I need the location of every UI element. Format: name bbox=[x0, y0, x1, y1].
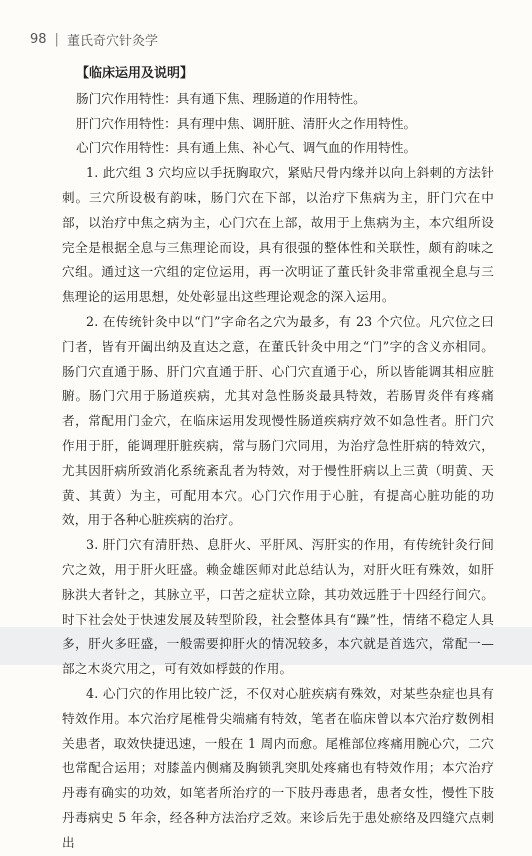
paragraph-2: 2. 在传统针灸中以“门”字命名之穴为最多，有 23 个穴位。凡穴位之曰门者，皆有开阖出纳及直达之意，在董氏针灸中用之“门”字的含义亦相同。肠门穴直通于肠、肝门穴直通于肝、心门穴直通于心，所以皆能调其相应脏腑。肠门穴用于肠道疾病，尤其对急性肠炎最具特效，若肠胃炎伴有疼痛者，常配用门金穴，在临床运用发现慢性肠道疾病疗效不如急性者。肝门穴作用于肝，能调理肝脏疾病，常与肠门穴同用，为治疗急性肝病的特效穴，尤其因肝病所致消化系统紊乱者为特效，对于慢性肝病以上三黄（明黄、天黄、其黄）为主，可配用本穴。心门穴作用于心脏，有提高心脏功能的功效，用于各种心脏疾病的治疗。 bbox=[62, 313, 494, 528]
paragraph-4: 4. 心门穴的作用比较广泛，不仅对心脏疾病有殊效，对某些杂症也具有特效作用。本穴治疗尾椎骨尖端痛有特效，笔者在临床曾以本穴治疗数例相关患者，取效快捷迅速，一般在 1 周内而愈。尾椎部位疼痛用腕心穴，二穴也常配合运用；对膝盖内侧痛及胸锁乳突肌处疼痛也有特效作用；本穴治疗丹毒有确实的功效，如笔者所治疗的一下肢丹毒患者，患者女性，慢性下肢丹毒病史 5 年余，经各种方法治疗乏效。来诊后先于患处瘀络及四缝穴点刺出 bbox=[62, 685, 494, 850]
property-line-ganmen: 肝门穴作用特性：具有理中焦、调肝脏、清肝火之作用特性。 bbox=[76, 115, 417, 131]
page-body bbox=[62, 62, 494, 856]
paragraph-3: 3. 肝门穴有清肝热、息肝火、平肝风、泻肝实的作用，有传统针灸行间穴之效，用于肝火旺盛。赖金雄医师对此总结认为，对肝火旺有殊效，如肝脉洪大者针之，其脉立平，口苦之症状立除，其功效远胜于十四经行间穴。时下社会处于快速发展及转型阶段，社会整体具有“躁”性，情绪不稳定人具多，肝火多旺盛，一般需要抑肝火的情况较多，本穴就是首选穴，常配一—部之木炎穴用之，可有效如桴鼓的作用。 bbox=[62, 537, 494, 677]
page-number: 98 bbox=[30, 32, 47, 47]
book-title: 董氏奇穴针灸学 bbox=[66, 34, 158, 49]
running-header bbox=[30, 30, 158, 49]
header-separator: | bbox=[54, 32, 59, 47]
property-line-xinmen: 心门穴作用特性：具有通上焦、补心气、调气血的作用特性。 bbox=[76, 140, 417, 156]
paragraph-1: 1. 此穴组 3 穴均应以手抚胸取穴，紧贴尺骨内缘并以向上斜刺的方法针刺。三穴所设极有韵味，肠门穴在下部，以治疗下焦病为主，肝门穴在中部，以治疗中焦之病为主，心门穴在上部，故用于上焦病为主，本穴组所设完全是根据全息与三焦理论而设，具有很强的整体性和关联性，颇有韵味之穴组。通过这一穴组的定位运用，再一次明证了董氏针灸非常重视全息与三焦理论的运用思想，处处彰显出这些理论观念的深入运用。 bbox=[62, 165, 494, 305]
section-title: 【临床运用及说明】 bbox=[76, 66, 194, 81]
property-line-changmen: 肠门穴作用特性：具有通下焦、理肠道的作用特性。 bbox=[76, 90, 366, 106]
